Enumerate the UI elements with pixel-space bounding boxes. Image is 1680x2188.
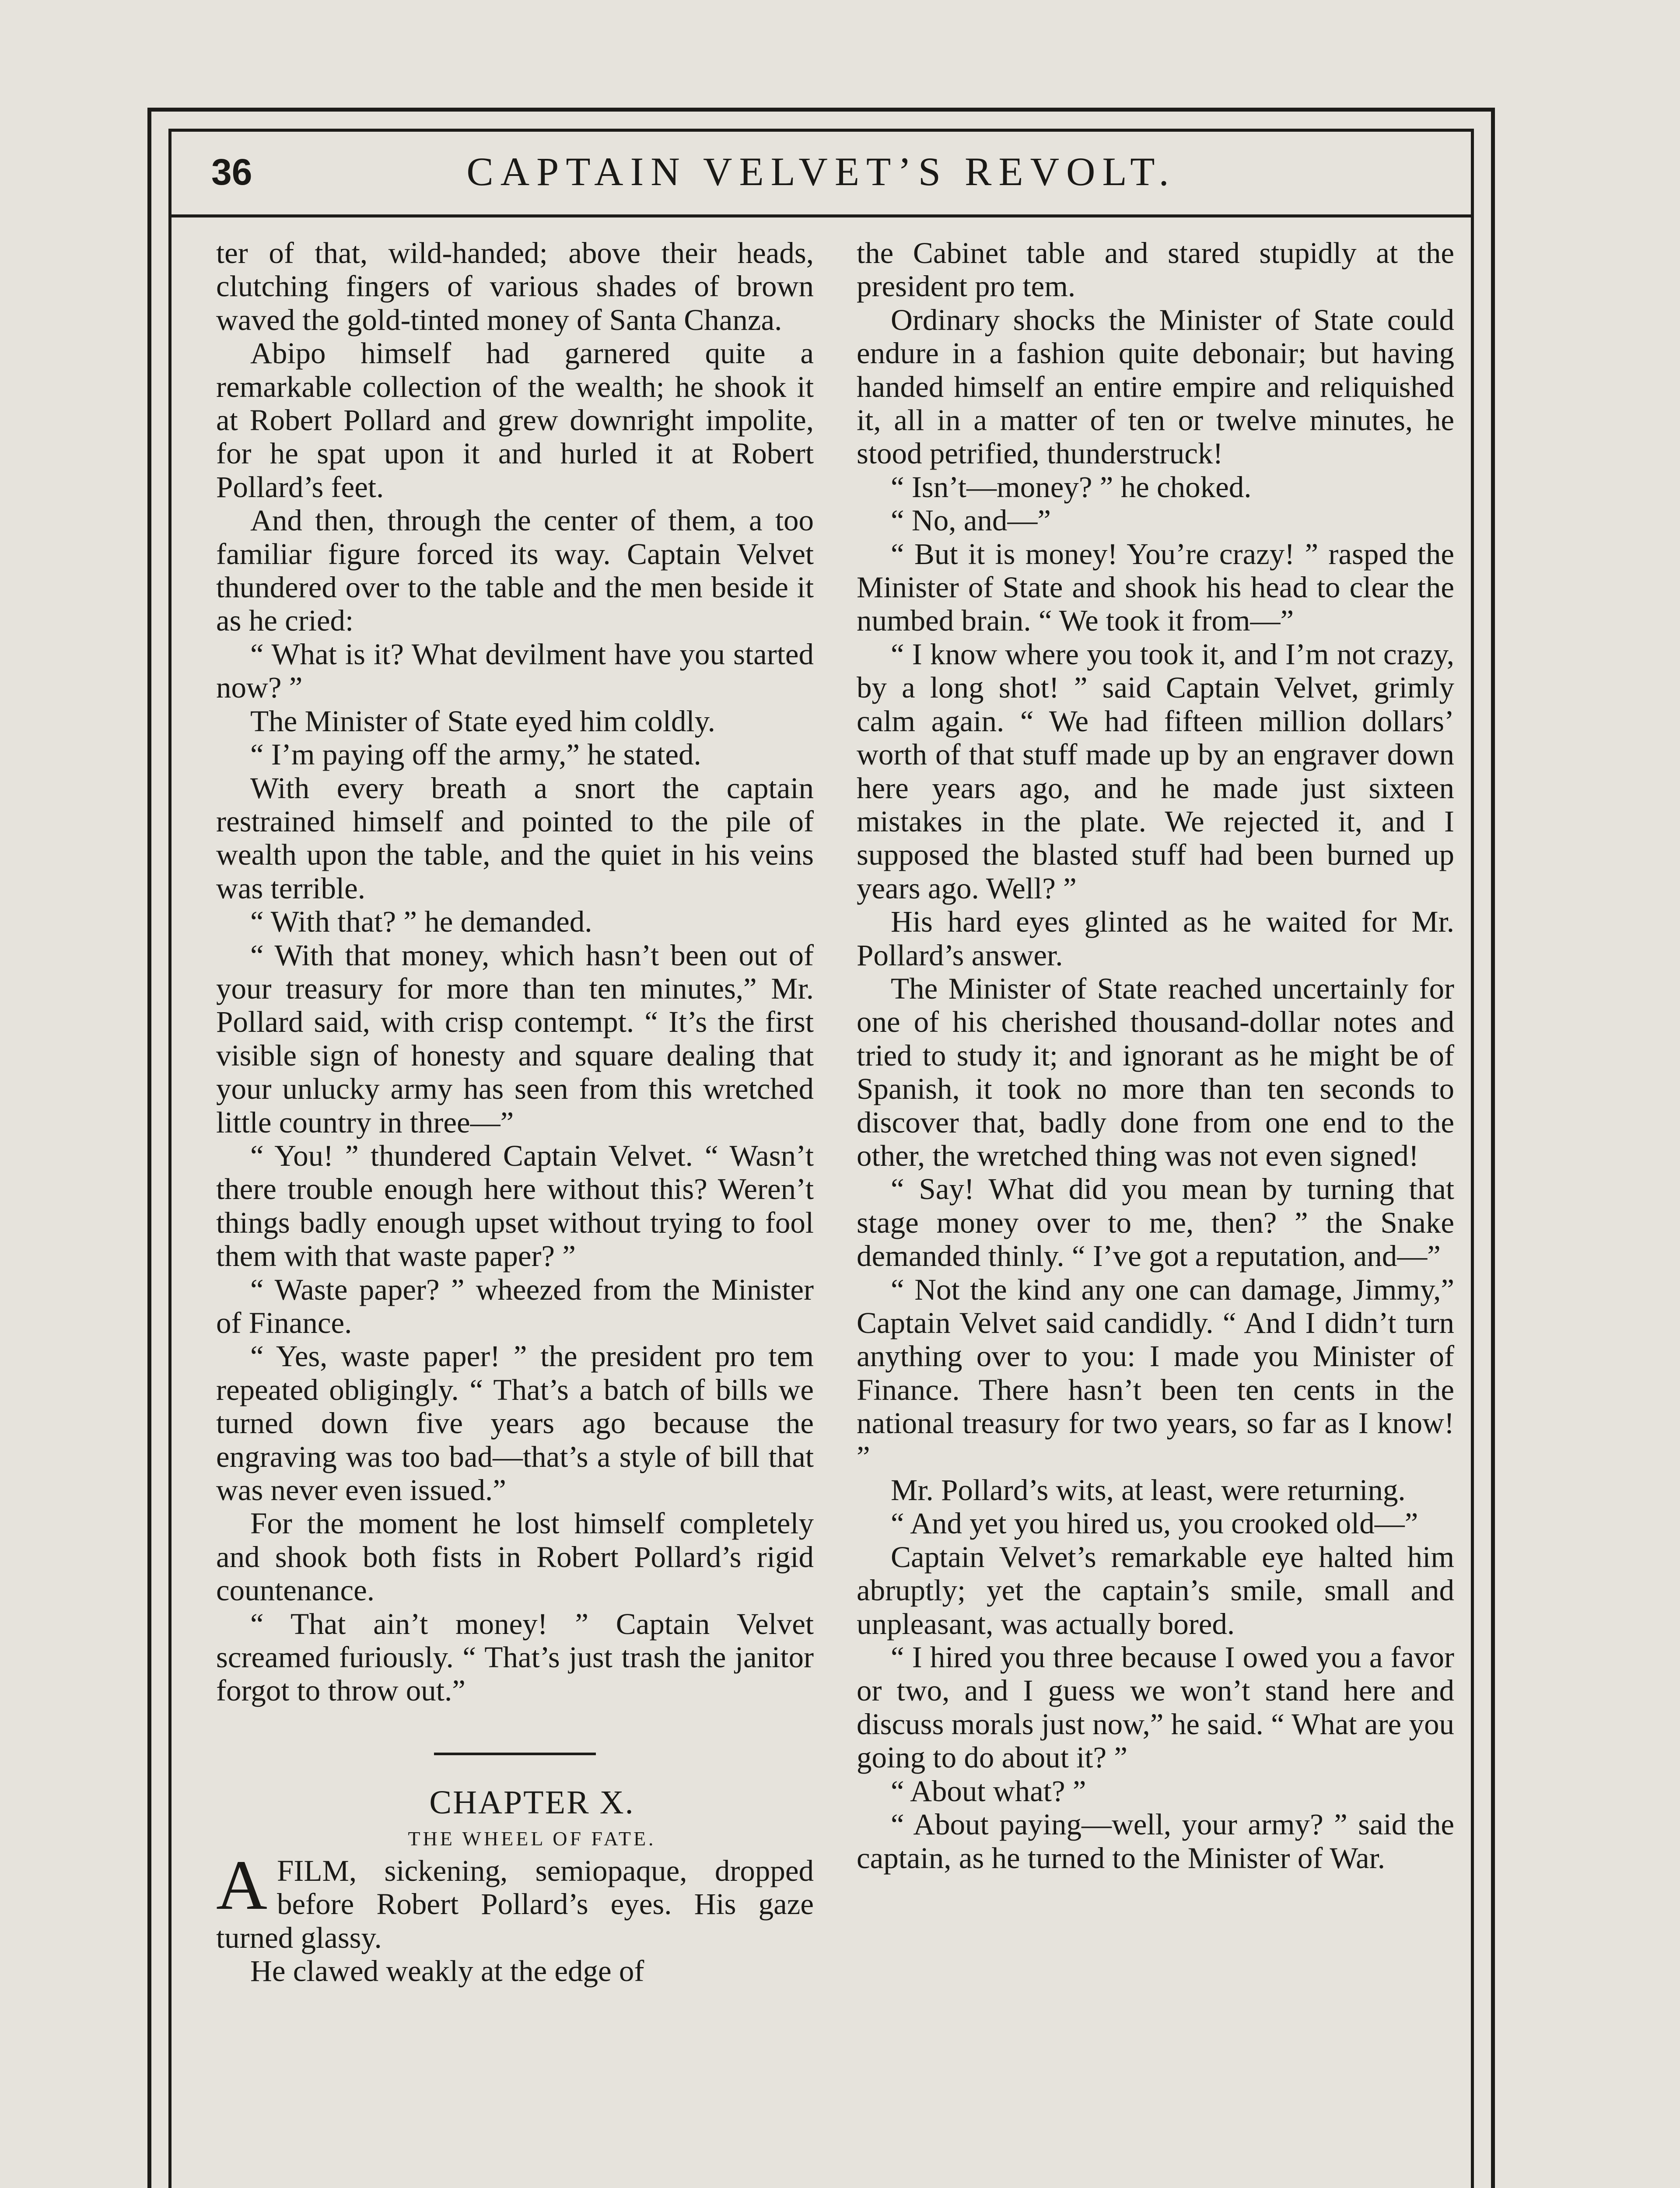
- opening-text: FILM, sickening, semiopaque, dropped before Robert Pollard’s eyes. His gaze turned glassy.: [216, 1854, 814, 1954]
- right-column: [857, 236, 1454, 1875]
- paragraph: the Cabinet table and stared stupidly at the president pro tem.: [857, 236, 1454, 303]
- paragraph: ter of that, wild-handed; above their heads, clutching fingers of various shades of brown waved the gold-tinted money of Santa Chanza.: [216, 236, 814, 337]
- paragraph: And then, through the center of them, a too familiar figure forced its way. Captain Velvet thundered over to the table and the men beside it as he cried:: [216, 504, 814, 638]
- paragraph: “ I know where you took it, and I’m not crazy, by a long shot! ” said Captain Velvet, grimly calm again. “ We had fifteen million dollars’ worth of that stuff made up by an engraver down here years ago, and he made just sixteen mistakes in the plate. We rejected it, and I supposed the blasted stuff had been burned up years ago. Well? ”: [857, 637, 1454, 905]
- paragraph: “ I hired you three because I owed you a favor or two, and I guess we won’t stand here and discuss morals just now,” he said. “ What are you going to do about it? ”: [857, 1641, 1454, 1774]
- paragraph: “ Waste paper? ” wheezed from the Minister of Finance.: [216, 1273, 814, 1339]
- paragraph: His hard eyes glinted as he waited for Mr. Pollard’s answer.: [857, 905, 1454, 972]
- running-title: CAPTAIN VELVET’S REVOLT.: [466, 149, 1176, 194]
- paragraph: With every breath a snort the captain restrained himself and pointed to the pile of wealth upon the table, and the quiet in his veins was terrible.: [216, 771, 814, 905]
- paragraph: “ No, and—”: [891, 504, 1051, 537]
- page-number: 36: [211, 151, 252, 193]
- paragraph: “ And yet you hired us, you crooked old—”: [891, 1507, 1418, 1540]
- paragraph: “ With that money, which hasn’t been out of your treasury for more than ten minutes,” Mr. Pollard said, with crisp contempt. “ It’s the first visible sign of honesty and square dealing that your unlucky army has seen from this wretched little country in three—”: [216, 938, 814, 1139]
- chapter-opening-paragraph: [216, 1846, 814, 1954]
- paragraph: “ What is it? What devilment have you started now? ”: [216, 637, 814, 705]
- page-header: [168, 129, 1474, 218]
- chapter-subtitle: THE WHEEL OF FATE.: [408, 1827, 656, 1850]
- paragraph: “ About what? ”: [891, 1774, 1086, 1808]
- paragraph: “ But it is money! You’re crazy! ” rasped the Minister of State and shook his head to clear the numbed brain. “ We took it from—”: [857, 537, 1454, 638]
- paragraph: “ About paying—well, your army? ” said the captain, as he turned to the Minister of War.: [857, 1808, 1454, 1875]
- chapter-rule: [434, 1753, 596, 1755]
- paragraph: “ Not the kind any one can damage, Jimmy,” Captain Velvet said candidly. “ And I didn’t turn anything over to you: I made you Minister of Finance. There hasn’t been ten cents in the national treasury for two years, so far as I know! ”: [857, 1273, 1454, 1473]
- paragraph: Mr. Pollard’s wits, at least, were returning.: [891, 1473, 1406, 1507]
- paragraph: Ordinary shocks the Minister of State could endure in a fashion quite debonair; but having handed himself an entire empire and reliquished it, all in a matter of ten or twelve minutes, he stood petrified, thunderstruck!: [857, 303, 1454, 470]
- paragraph: “ With that? ” he demanded.: [250, 905, 592, 939]
- paragraph: “ Yes, waste paper! ” the president pro tem repeated obligingly. “ That’s a batch of bills we turned down five years ago because the engraving was too bad—that’s a style of bill that was never even issued.”: [216, 1339, 814, 1507]
- paragraph: He clawed weakly at the edge of: [250, 1954, 644, 1988]
- drop-cap: A: [216, 1846, 267, 1925]
- chapter-title: CHAPTER X.: [429, 1784, 635, 1821]
- paragraph: “ I’m paying off the army,” he stated.: [250, 738, 701, 771]
- paragraph: For the moment he lost himself completely and shook both fists in Robert Pollard’s rigid countenance.: [216, 1507, 814, 1607]
- paragraph: Abipo himself had garnered quite a remarkable collection of the wealth; he shook it at Robert Pollard and grew downright impolite, for he spat upon it and hurled it at Robert Pollard’s feet.: [216, 337, 814, 504]
- paragraph: “ Isn’t—money? ” he choked.: [891, 470, 1252, 504]
- paragraph: “ You! ” thundered Captain Velvet. “ Wasn’t there trouble enough here without this? Weren’t things badly enough upset without trying to fool them with that waste paper? ”: [216, 1139, 814, 1273]
- paragraph: Captain Velvet’s remarkable eye halted him abruptly; yet the captain’s smile, small and unpleasant, was actually bored.: [857, 1540, 1454, 1641]
- paragraph: “ That ain’t money! ” Captain Velvet screamed furiously. “ That’s just trash the janitor forgot to throw out.”: [216, 1607, 814, 1708]
- paragraph: The Minister of State eyed him coldly.: [250, 704, 715, 738]
- left-column: [216, 236, 814, 1988]
- paragraph: The Minister of State reached uncertainly for one of his cherished thousand-dollar notes and tried to study it; and ignorant as he might be of Spanish, it took no more than ten seconds to discover that, badly done from one end to the other, the wretched thing was not even signed!: [857, 971, 1454, 1172]
- paragraph: “ Say! What did you mean by turning that stage money over to me, then? ” the Snake demanded thinly. “ I’ve got a reputation, and—”: [857, 1172, 1454, 1273]
- header-rule: [168, 214, 1474, 217]
